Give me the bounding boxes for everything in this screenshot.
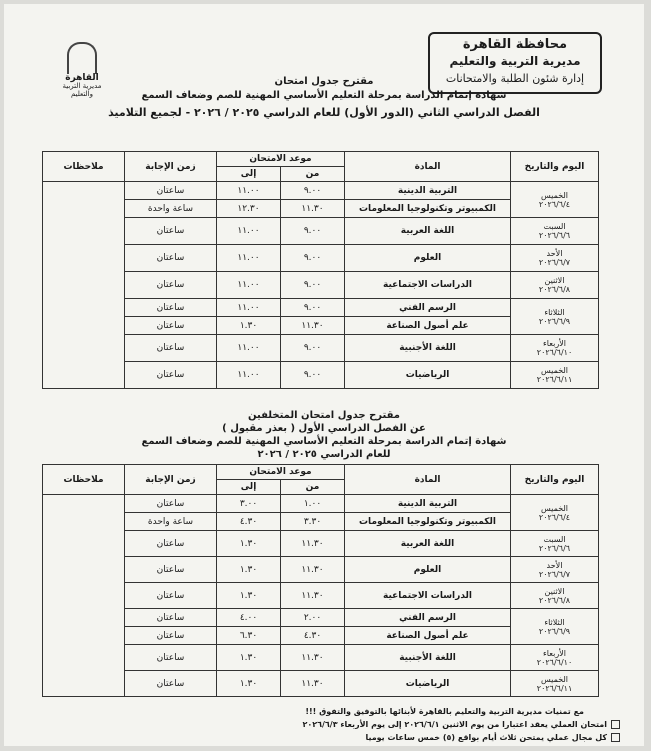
time-from-cell: ١١.٣٠ (281, 583, 345, 609)
duration-cell: ساعتان (125, 362, 217, 389)
time-from-cell: ٩.٠٠ (281, 272, 345, 299)
document-page (4, 4, 644, 746)
duration-cell: ساعتان (125, 583, 217, 609)
time-to-cell: ١١.٠٠ (217, 218, 281, 245)
exam-date: ٢٠٢٦/٦/١٠ (536, 657, 573, 667)
duration-cell: ساعتان (125, 609, 217, 627)
col-from: من (281, 480, 345, 495)
duration-cell: ساعتان (125, 299, 217, 317)
day-date-cell (511, 671, 599, 697)
subject-cell: الكمبيوتر وتكنولوجيا المعلومات (345, 513, 511, 531)
day-date-cell (511, 583, 599, 609)
subject-cell: الكمبيوتر وتكنولوجيا المعلومات (345, 200, 511, 218)
table-row (43, 531, 599, 557)
time-to-cell: ٣.٠٠ (217, 495, 281, 513)
duration-cell: ساعة واحدة (125, 513, 217, 531)
checkbox-icon (611, 720, 620, 729)
duration-cell: ساعتان (125, 245, 217, 272)
subject-cell: العلوم (345, 245, 511, 272)
day-date-cell (511, 272, 599, 299)
notes-cell (43, 182, 125, 389)
time-from-cell: ٤.٣٠ (281, 627, 345, 645)
time-from-cell: ١.٠٠ (281, 495, 345, 513)
time-from-cell: ١١.٣٠ (281, 645, 345, 671)
s2-title3: شهادة إتمام الدراسة بمرحلة التعليم الأساسي المهنية للصم وضعاف السمع (141, 436, 507, 447)
time-to-cell: ٦.٣٠ (217, 627, 281, 645)
table-row (43, 671, 599, 697)
day-date-cell (511, 335, 599, 362)
day-date-cell (511, 531, 599, 557)
day-name: السبت (543, 222, 566, 231)
duration-cell: ساعة واحدة (125, 200, 217, 218)
logo-subtext: مديرية التربية والتعليم (62, 82, 102, 98)
time-to-cell: ١١.٠٠ (217, 272, 281, 299)
duration-cell: ساعتان (125, 645, 217, 671)
s2-title4: للعام الدراسي ٢٠٢٥ / ٢٠٢٦ (257, 449, 391, 460)
day-name: الأحد (546, 560, 563, 570)
time-to-cell: ١.٣٠ (217, 531, 281, 557)
table-row (43, 557, 599, 583)
col-time: موعد الامتحان (217, 152, 345, 167)
duration-cell: ساعتان (125, 335, 217, 362)
time-to-cell: ١١.٠٠ (217, 245, 281, 272)
duration-cell: ساعتان (125, 495, 217, 513)
time-from-cell: ١١.٣٠ (281, 200, 345, 218)
subject-cell: التربية الدينية (345, 495, 511, 513)
time-from-cell: ٣.٣٠ (281, 513, 345, 531)
subject-cell: علم أصول الصناعة (345, 317, 511, 335)
time-from-cell: ٩.٠٠ (281, 299, 345, 317)
duration-cell: ساعتان (125, 317, 217, 335)
day-date-cell (511, 299, 599, 335)
subject-cell: الدراسات الاجتماعية (345, 583, 511, 609)
day-name: الأربعاء (543, 648, 566, 658)
col-day: اليوم والتاريخ (511, 152, 599, 182)
table-row (43, 495, 599, 513)
department: إدارة شئون الطلبة والامتحانات (445, 72, 585, 85)
table-row (43, 583, 599, 609)
day-name: الأربعاء (543, 339, 566, 348)
time-from-cell: ١١.٣٠ (281, 317, 345, 335)
day-date-cell (511, 218, 599, 245)
time-to-cell: ١١.٠٠ (217, 299, 281, 317)
time-from-cell: ٢.٠٠ (281, 609, 345, 627)
time-from-cell: ١١.٣٠ (281, 557, 345, 583)
table-row (43, 218, 599, 245)
s2-title2: عن الفصل الدراسي الأول ( بعذر مقبول ) (222, 423, 426, 434)
exam-date: ٢٠٢٦/٦/٩ (538, 316, 571, 326)
time-to-cell: ١٢.٣٠ (217, 200, 281, 218)
time-to-cell: ٤.٣٠ (217, 513, 281, 531)
day-date-cell (511, 645, 599, 671)
time-to-cell: ٤.٠٠ (217, 609, 281, 627)
time-to-cell: ١١.٠٠ (217, 335, 281, 362)
day-name: الأحد (546, 249, 563, 258)
subject-cell: اللغة العربية (345, 218, 511, 245)
footer-note1-text: امتحان العملي يعقد اعتبارا من يوم الاثنين ٢٠٢٦/٦/١ إلى يوم الأربعاء ٢٠٢٦/٦/٣ (302, 720, 607, 729)
day-name: الخميس (540, 503, 569, 513)
subject-cell: الرياضيات (345, 671, 511, 697)
exam-date: ٢٠٢٦/٦/١١ (536, 375, 573, 384)
s1-title1: مقترح جدول امتحان (274, 76, 374, 87)
duration-cell: ساعتان (125, 182, 217, 200)
subject-cell: الرسم الفني (345, 299, 511, 317)
subject-cell: الدراسات الاجتماعية (345, 272, 511, 299)
time-to-cell: ١١.٠٠ (217, 182, 281, 200)
time-from-cell: ٩.٠٠ (281, 218, 345, 245)
table-row (43, 182, 599, 200)
time-to-cell: ١.٣٠ (217, 557, 281, 583)
table-row (43, 245, 599, 272)
col-day: اليوم والتاريخ (511, 465, 599, 495)
s1-title3: الفصل الدراسي الثاني (الدور الأول) للعام الدراسي ٢٠٢٥ / ٢٠٢٦ - لجميع التلاميذ (108, 106, 540, 119)
time-to-cell: ١١.٠٠ (217, 362, 281, 389)
day-date-cell (511, 245, 599, 272)
col-duration: زمن الإجابة (125, 465, 217, 495)
subject-cell: الرياضيات (345, 362, 511, 389)
duration-cell: ساعتان (125, 272, 217, 299)
governorate: محافظة القاهرة (462, 37, 568, 52)
notes-cell (43, 495, 125, 697)
subject-cell: اللغة الأجنبية (345, 335, 511, 362)
time-from-cell: ٩.٠٠ (281, 245, 345, 272)
day-name: الاثنين (544, 586, 565, 596)
time-from-cell: ١١.٣٠ (281, 671, 345, 697)
subject-cell: علم أصول الصناعة (345, 627, 511, 645)
col-subject: المادة (345, 465, 511, 495)
footer-note1 (302, 720, 620, 729)
subject-cell: اللغة العربية (345, 531, 511, 557)
time-from-cell: ٩.٠٠ (281, 335, 345, 362)
exam-date: ٢٠٢٦/٦/٦ (538, 543, 571, 553)
duration-cell: ساعتان (125, 531, 217, 557)
exam-date: ٢٠٢٦/٦/٨ (538, 285, 571, 294)
exam-date: ٢٠٢٦/٦/٤ (538, 199, 571, 209)
s2-title1: مقترح جدول امتحان المتخلفين (248, 410, 400, 421)
day-name: الخميس (540, 190, 569, 200)
col-from: من (281, 167, 345, 182)
day-name: الاثنين (544, 276, 565, 285)
time-from-cell: ٩.٠٠ (281, 362, 345, 389)
col-to: إلى (217, 167, 281, 182)
day-date-cell (511, 362, 599, 389)
col-duration: زمن الإجابة (125, 152, 217, 182)
checkbox-icon (611, 733, 620, 742)
time-to-cell: ١.٣٠ (217, 317, 281, 335)
exam-table-makeup (42, 464, 599, 697)
duration-cell: ساعتان (125, 557, 217, 583)
day-name: السبت (543, 534, 566, 544)
s1-title2: شهادة إتمام الدراسة بمرحلة التعليم الأساسي المهنية للصم وضعاف السمع (141, 90, 507, 101)
subject-cell: التربية الدينية (345, 182, 511, 200)
col-to: إلى (217, 480, 281, 495)
exam-date: ٢٠٢٦/٦/٧ (538, 258, 571, 267)
col-subject: المادة (345, 152, 511, 182)
footer-note2 (365, 733, 620, 742)
time-to-cell: ١.٣٠ (217, 645, 281, 671)
table-row (43, 645, 599, 671)
exam-date: ٢٠٢٦/٦/٧ (538, 569, 571, 579)
table-row (43, 272, 599, 299)
arch-icon (67, 42, 97, 74)
day-date-cell (511, 609, 599, 645)
subject-cell: العلوم (345, 557, 511, 583)
duration-cell: ساعتان (125, 671, 217, 697)
cairo-logo (62, 42, 102, 96)
table-row (43, 362, 599, 389)
time-from-cell: ٩.٠٠ (281, 182, 345, 200)
duration-cell: ساعتان (125, 218, 217, 245)
table-row (43, 609, 599, 627)
day-name: الثلاثاء (544, 307, 565, 317)
exam-date: ٢٠٢٦/٦/١١ (536, 683, 573, 693)
exam-date: ٢٠٢٦/٦/٩ (538, 626, 571, 636)
table-row (43, 335, 599, 362)
col-notes: ملاحظات (43, 152, 125, 182)
col-time: موعد الامتحان (217, 465, 345, 480)
exam-date: ٢٠٢٦/٦/٤ (538, 512, 571, 522)
time-to-cell: ١.٣٠ (217, 583, 281, 609)
day-date-cell (511, 495, 599, 531)
subject-cell: الرسم الفني (345, 609, 511, 627)
footer-note2-text: كل مجال عملي يمتحن ثلاث أيام بواقع (٥) خمس ساعات يوميا (365, 733, 607, 742)
day-name: الثلاثاء (544, 617, 565, 627)
day-date-cell (511, 182, 599, 218)
day-name: الخميس (540, 366, 569, 375)
exam-date: ٢٠٢٦/٦/٨ (538, 595, 571, 605)
exam-date: ٢٠٢٦/٦/١٠ (536, 348, 573, 357)
day-date-cell (511, 557, 599, 583)
footer-wishes: مع تمنيات مديرية التربية والتعليم بالقاهرة لأبنائها بالتوفيق والتفوق !!! (305, 707, 584, 716)
col-notes: ملاحظات (43, 465, 125, 495)
exam-table-main (42, 151, 599, 389)
logo-text: القاهرة (65, 73, 99, 83)
directorate: مديرية التربية والتعليم (449, 54, 581, 68)
time-to-cell: ١.٣٠ (217, 671, 281, 697)
time-from-cell: ١١.٣٠ (281, 531, 345, 557)
day-name: الخميس (540, 674, 569, 684)
exam-date: ٢٠٢٦/٦/٦ (538, 231, 571, 240)
table-row (43, 299, 599, 317)
subject-cell: اللغة الأجنبية (345, 645, 511, 671)
duration-cell: ساعتان (125, 627, 217, 645)
